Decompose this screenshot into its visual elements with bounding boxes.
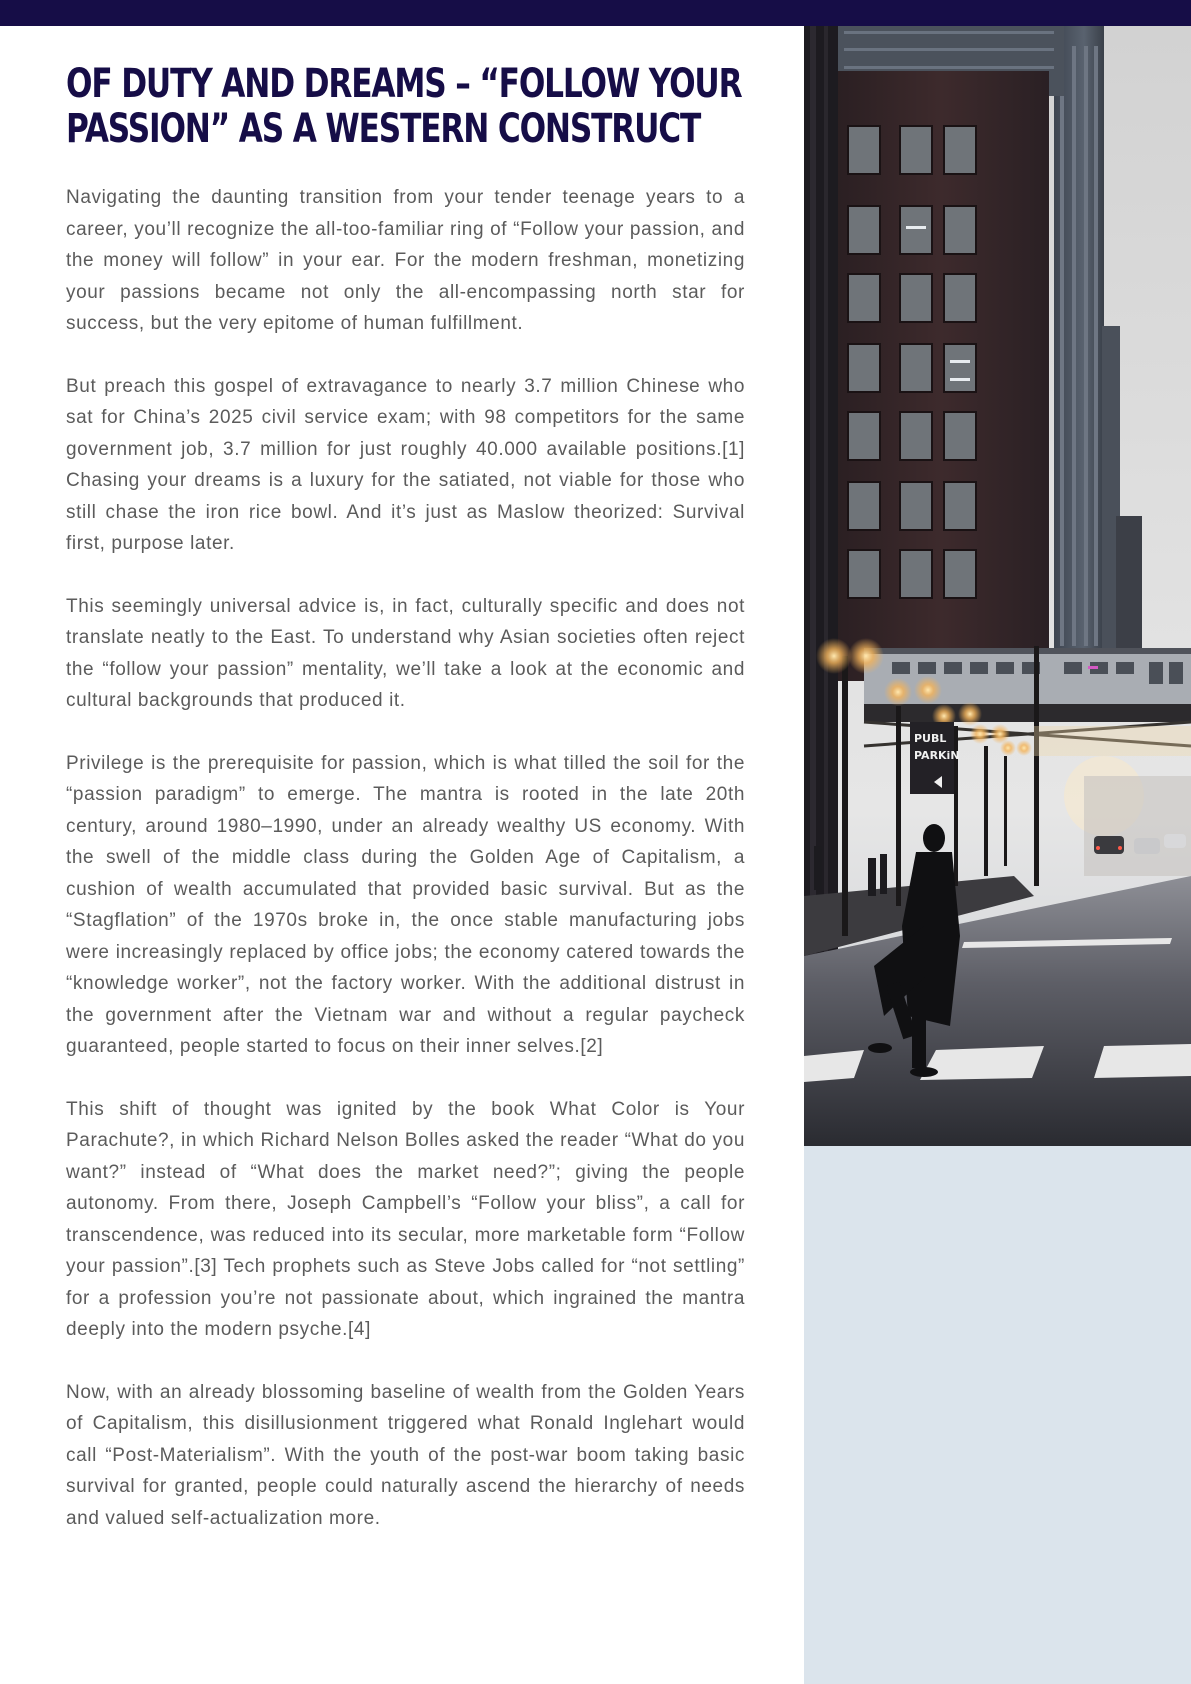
article <box>66 62 745 1565</box>
parking-sign-line-1: PUBL <box>914 732 947 745</box>
side-panel <box>804 1146 1191 1684</box>
city-street-photo <box>804 26 1191 1146</box>
article-paragraph: Navigating the daunting transition from your tender teenage years to a career, you’ll recognize the all-too-familiar ring of “Follow your passion, and the money will follow” in your ear. For the modern freshman, monetizing your passions became not only the all-encompassing north star for success, but the very epitome of human fulfillment. <box>66 187 745 334</box>
article-title: OF DUTY AND DREAMS – “FOLLOW YOUR PASSION” AS A WESTERN CONSTRUCT <box>66 61 742 152</box>
top-accent-bar <box>0 0 1191 26</box>
article-paragraph: But preach this gospel of extravagance to nearly 3.7 million Chinese who sat for China’s 2025 civil service exam; with 98 competitors for the same government job, 3.7 million for just roughly 40.000 available positions.[1] Chasing your dreams is a luxury for the satiated, not viable for those who still chase the iron rice bowl. And it’s just as Maslow theorized: Survival first, purpose later. <box>66 375 745 554</box>
article-paragraph: This seemingly universal advice is, in fact, culturally specific and does not translate neatly to the East. To understand why Asian societies often reject the “follow your passion” mentality, we’ll take a look at the economic and cultural backgrounds that produced it. <box>66 595 745 711</box>
article-paragraph: Privilege is the prerequisite for passion, which is what tilled the soil for the “passion paradigm” to emerge. The mantra is rooted in the late 20th century, around 1980–1990, under an already wealthy US economy. With the swell of the middle class during the Golden Age of Capitalism, a cushion of wealth accumulated that provided basic survival. But as the “Stagflation” of the 1970s broke in, the once stable manufacturing jobs were increasingly replaced by office jobs; the economy catered towards the “knowledge worker”, not the factory worker. With the additional distrust in the government after the Vietnam war and without a regular paycheck guaranteed, people started to focus on their inner selves.[2] <box>66 752 745 1057</box>
article-paragraph: Now, with an already blossoming baseline of wealth from the Golden Years of Capitalism, this disillusionment triggered what Ronald Inglehart would call “Post-Materialism”. With the youth of the post-war boom taking basic survival for granted, people could naturally ascend the hierarchy of needs and valued self-actualization more. <box>66 1381 745 1529</box>
parking-sign-line-2: PARKiN <box>914 749 960 762</box>
article-paragraph: This shift of thought was ignited by the book What Color is Your Parachute?, in which Richard Nelson Bolles asked the reader “What do you want?” instead of “What does the market need?”; giving the people autonomy. From there, Joseph Campbell’s “Follow your bliss”, a call for transcendence, was reduced into its secular, more marketable form “Follow your passion”.[3] Tech prophets such as Steve Jobs called for “not settling” for a profession you’re not passionate about, which ingrained the mantra deeply into the modern psyche.[4] <box>66 1098 745 1340</box>
